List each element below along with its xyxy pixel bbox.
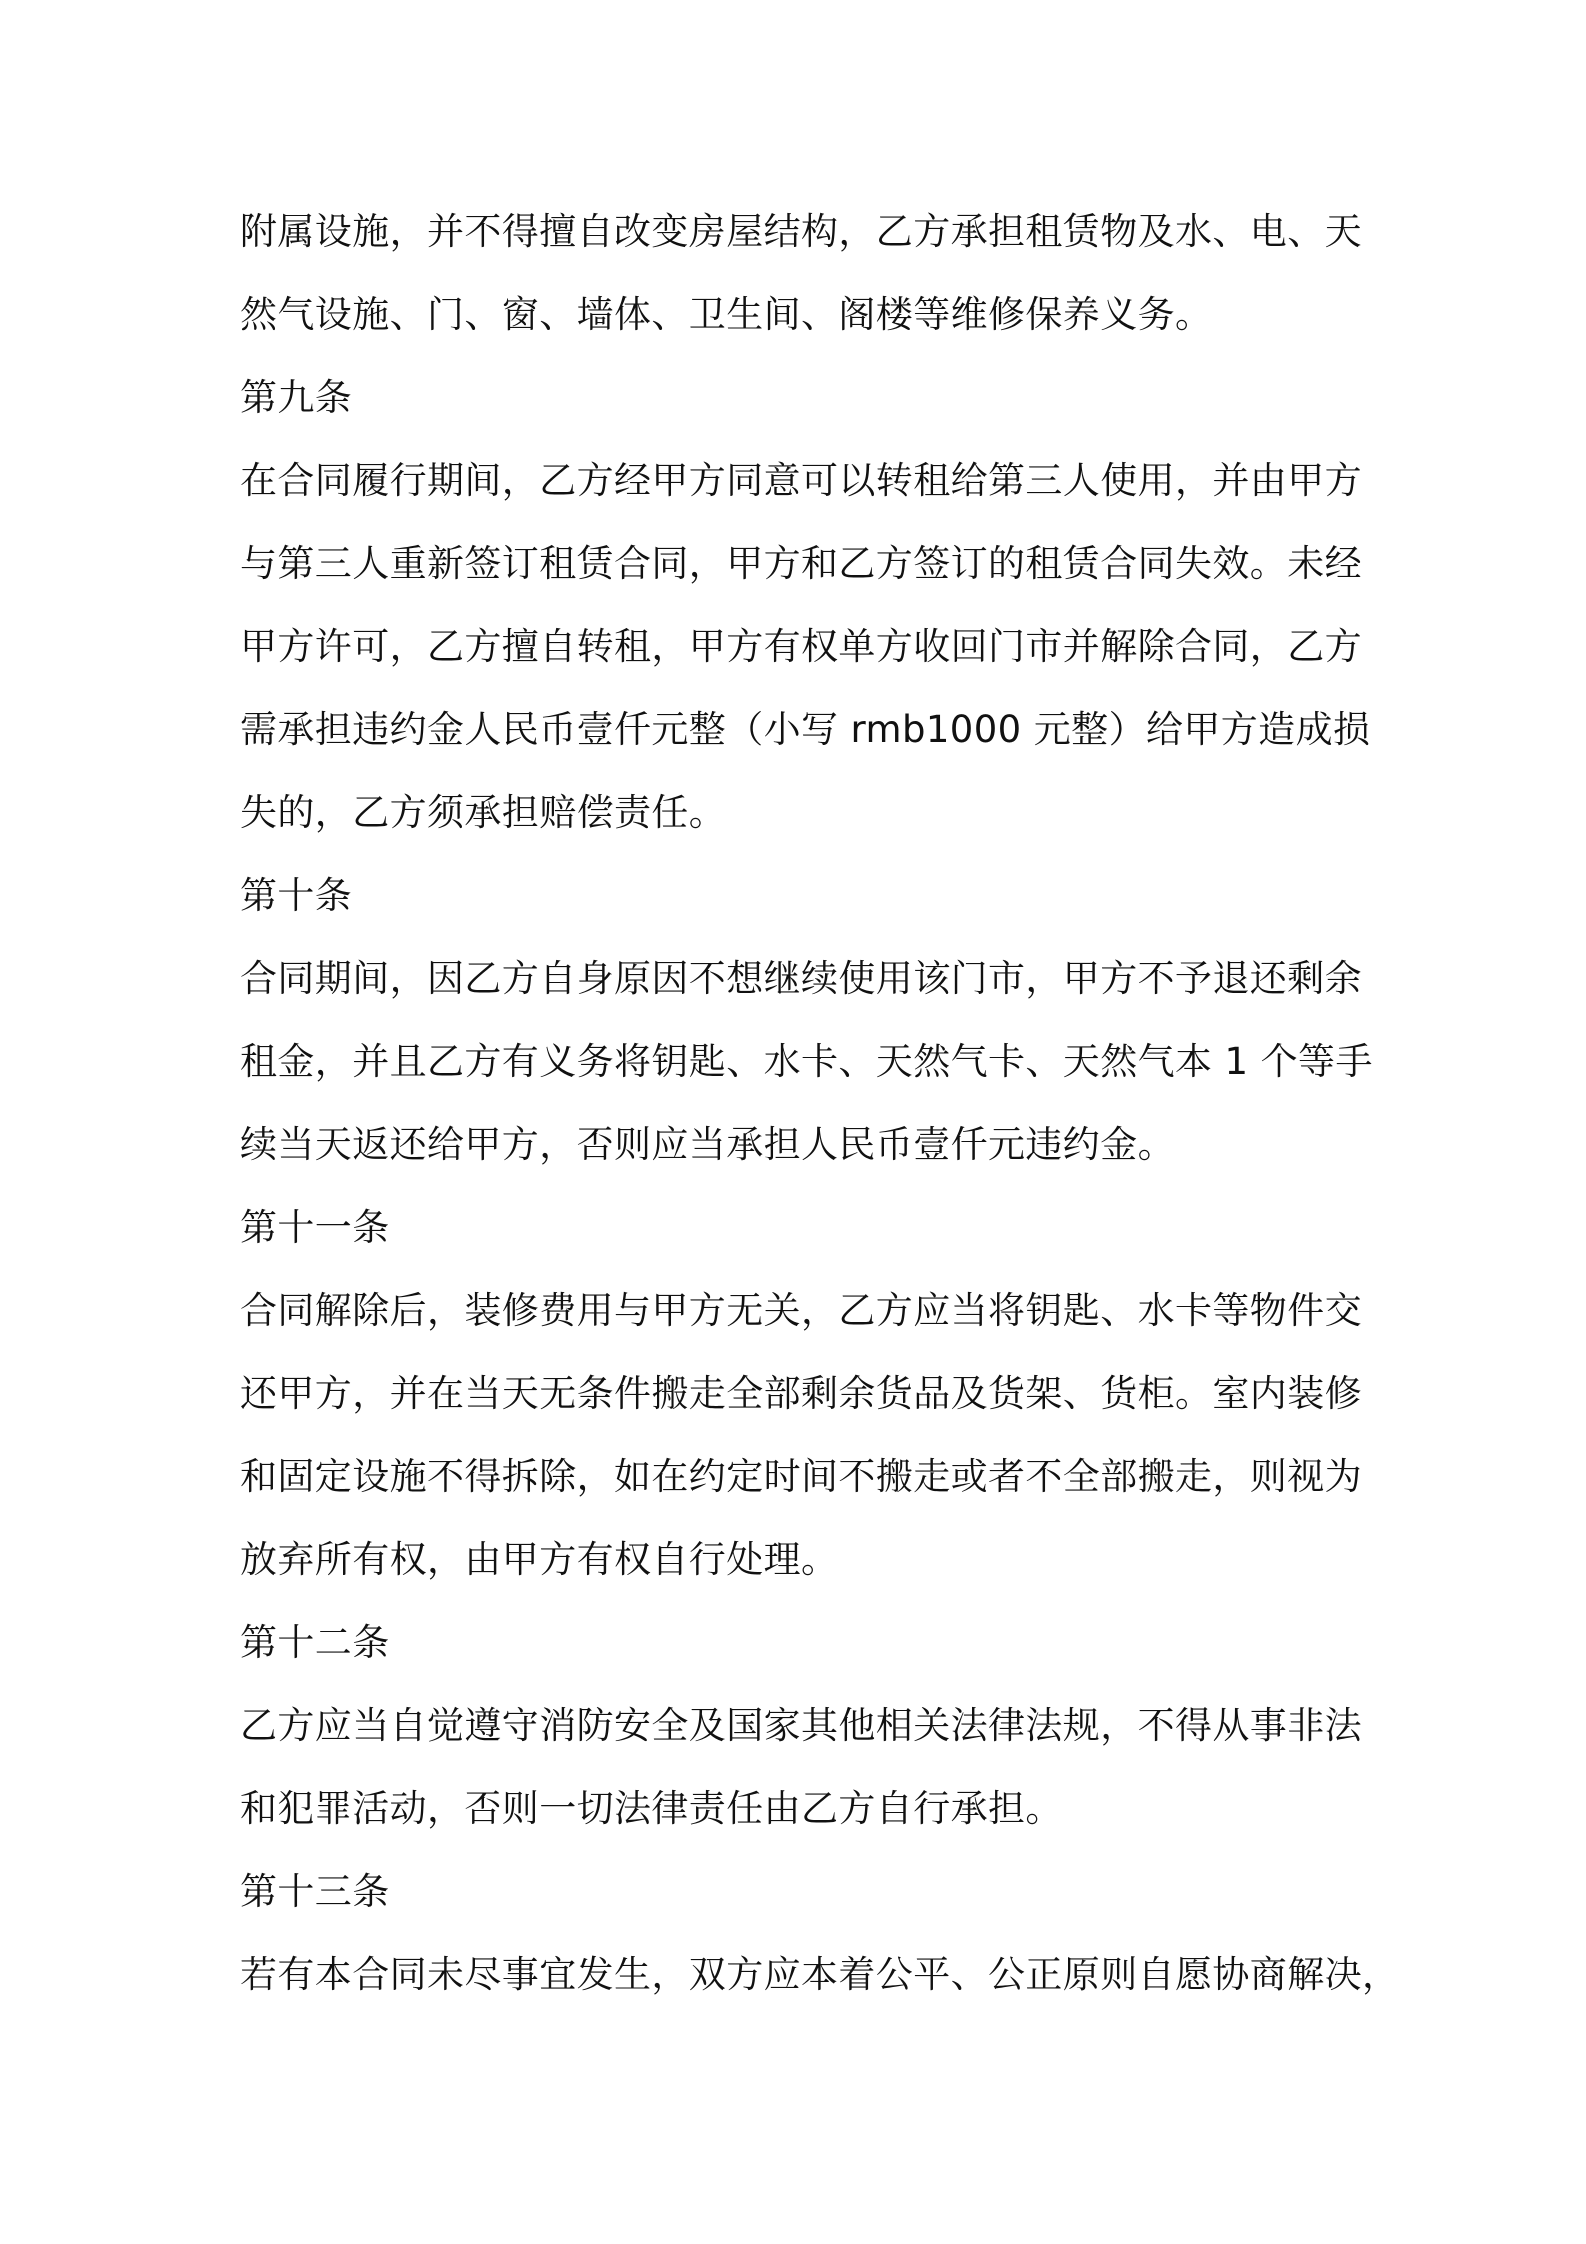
article-heading-9: 第九条 [240,376,353,419]
text-line: 和犯罪活动，否则一切法律责任由乙方自行承担。 [240,1787,1063,1830]
text-line: 乙方应当自觉遵守消防安全及国家其他相关法律法规，不得从事非法 [240,1704,1362,1747]
text-line: 失的，乙方须承担赔偿责任。 [240,791,727,834]
text-line: 放弃所有权，由甲方有权自行处理。 [240,1538,839,1581]
text-line: 还甲方，并在当天无条件搬走全部剩余货品及货架、货柜。室内装修 [240,1372,1362,1415]
text-line: 然气设施、门、窗、墙体、卫生间、阁楼等维修保养义务。 [240,293,1213,336]
text-line: 甲方许可，乙方擅自转租，甲方有权单方收回门市并解除合同，乙方 [240,625,1362,668]
text-line: 在合同履行期间，乙方经甲方同意可以转租给第三人使用，并由甲方 [240,459,1362,502]
text-line: 和固定设施不得拆除，如在约定时间不搬走或者不全部搬走，则视为 [240,1455,1362,1498]
text-line: 合同解除后，装修费用与甲方无关，乙方应当将钥匙、水卡等物件交 [240,1289,1362,1332]
text-line: 附属设施，并不得擅自改变房屋结构，乙方承担租赁物及水、电、天 [240,210,1362,253]
text-line: 若有本合同未尽事宜发生，双方应本着公平、公正原则自愿协商解决， [240,1953,1400,1996]
article-heading-11: 第十一条 [240,1206,390,1249]
article-heading-10: 第十条 [240,874,353,917]
text-line: 续当天返还给甲方，否则应当承担人民币壹仟元违约金。 [240,1123,1175,1166]
text-line: 需承担违约金人民币壹仟元整（小写 rmb1000 元整）给甲方造成损 [240,708,1371,751]
text-line: 与第三人重新签订租赁合同，甲方和乙方签订的租赁合同失效。未经 [240,542,1362,585]
text-line: 合同期间，因乙方自身原因不想继续使用该门市，甲方不予退还剩余 [240,957,1362,1000]
article-heading-13: 第十三条 [240,1870,390,1913]
article-heading-12: 第十二条 [240,1621,390,1664]
text-line: 租金，并且乙方有义务将钥匙、水卡、天然气卡、天然气本 1 个等手 [240,1040,1373,1083]
